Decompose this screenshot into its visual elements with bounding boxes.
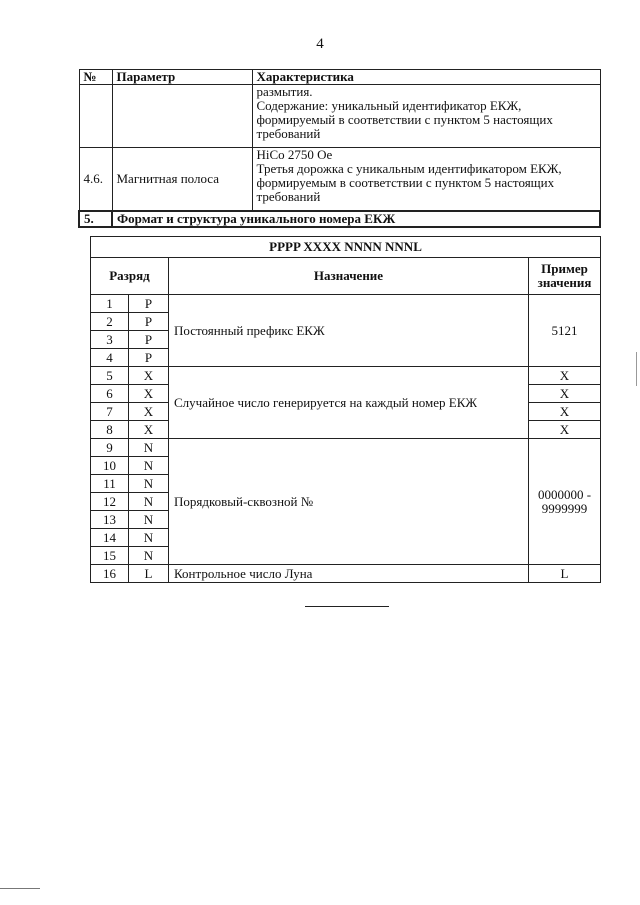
- position-number: 7: [91, 403, 129, 421]
- example-random: X: [529, 367, 601, 385]
- number-format-table: [90, 236, 601, 583]
- position-symbol: P: [129, 331, 169, 349]
- format-table-header: [91, 258, 601, 295]
- position-number: 6: [91, 385, 129, 403]
- header-purpose: Назначение: [169, 258, 529, 295]
- table-row: [91, 295, 601, 313]
- example-serial: 0000000 - 9999999: [529, 439, 601, 565]
- position-number: 15: [91, 547, 129, 565]
- example-random: X: [529, 385, 601, 403]
- table-row: [91, 439, 601, 457]
- position-symbol: P: [129, 349, 169, 367]
- section-row: [79, 211, 600, 227]
- position-symbol: N: [129, 493, 169, 511]
- scan-mark: [636, 352, 637, 386]
- purpose-serial: Порядковый-сквозной №: [169, 439, 529, 565]
- position-number: 5: [91, 367, 129, 385]
- format-string: PPPP XXXX NNNN NNNL: [91, 237, 601, 258]
- position-symbol: N: [129, 529, 169, 547]
- position-symbol: X: [129, 403, 169, 421]
- position-number: 10: [91, 457, 129, 475]
- table-row: [91, 565, 601, 583]
- table-row: [79, 85, 600, 148]
- row-characteristic: HiCo 2750 Oe Третья дорожка с уникальным идентификатором ЕКЖ, формируемым в соответствии с пунктом 5 настоящих требований: [252, 148, 600, 212]
- row-parameter: Магнитная полоса: [112, 148, 252, 212]
- header-parameter: Параметр: [112, 70, 252, 85]
- table-row: [91, 367, 601, 385]
- position-number: 3: [91, 331, 129, 349]
- row-number: 4.6.: [79, 148, 112, 212]
- continuation-text: размытия. Содержание: уникальный идентификатор ЕКЖ, формируемый в соответствии с пунктом 5 настоящих требований: [252, 85, 600, 148]
- position-number: 9: [91, 439, 129, 457]
- position-symbol: L: [129, 565, 169, 583]
- header-position: Разряд: [91, 258, 169, 295]
- example-check: L: [529, 565, 601, 583]
- spec-table-header: [79, 70, 600, 85]
- scan-mark: [0, 888, 40, 889]
- table-row: [79, 148, 600, 212]
- position-number: 12: [91, 493, 129, 511]
- position-symbol: X: [129, 385, 169, 403]
- position-number: 14: [91, 529, 129, 547]
- purpose-prefix: Постоянный префикс ЕКЖ: [169, 295, 529, 367]
- position-number: 1: [91, 295, 129, 313]
- position-symbol: N: [129, 475, 169, 493]
- spec-table: [78, 69, 601, 228]
- position-number: 8: [91, 421, 129, 439]
- example-prefix: 5121: [529, 295, 601, 367]
- position-symbol: X: [129, 421, 169, 439]
- header-example: Пример значения: [529, 258, 601, 295]
- position-number: 16: [91, 565, 129, 583]
- position-number: 4: [91, 349, 129, 367]
- purpose-random: Случайное число генерируется на каждый номер ЕКЖ: [169, 367, 529, 439]
- position-number: 2: [91, 313, 129, 331]
- position-number: 11: [91, 475, 129, 493]
- position-symbol: N: [129, 547, 169, 565]
- position-symbol: N: [129, 511, 169, 529]
- position-symbol: P: [129, 295, 169, 313]
- header-number: №: [79, 70, 112, 85]
- example-random: X: [529, 421, 601, 439]
- footer-divider: [305, 606, 389, 607]
- section-number: 5.: [79, 211, 112, 227]
- example-random: X: [529, 403, 601, 421]
- position-number: 13: [91, 511, 129, 529]
- header-characteristic: Характеристика: [252, 70, 600, 85]
- section-title: Формат и структура уникального номера ЕКЖ: [112, 211, 600, 227]
- position-symbol: X: [129, 367, 169, 385]
- page-number: 4: [316, 36, 324, 52]
- position-symbol: N: [129, 457, 169, 475]
- purpose-check: Контрольное число Луна: [169, 565, 529, 583]
- position-symbol: P: [129, 313, 169, 331]
- position-symbol: N: [129, 439, 169, 457]
